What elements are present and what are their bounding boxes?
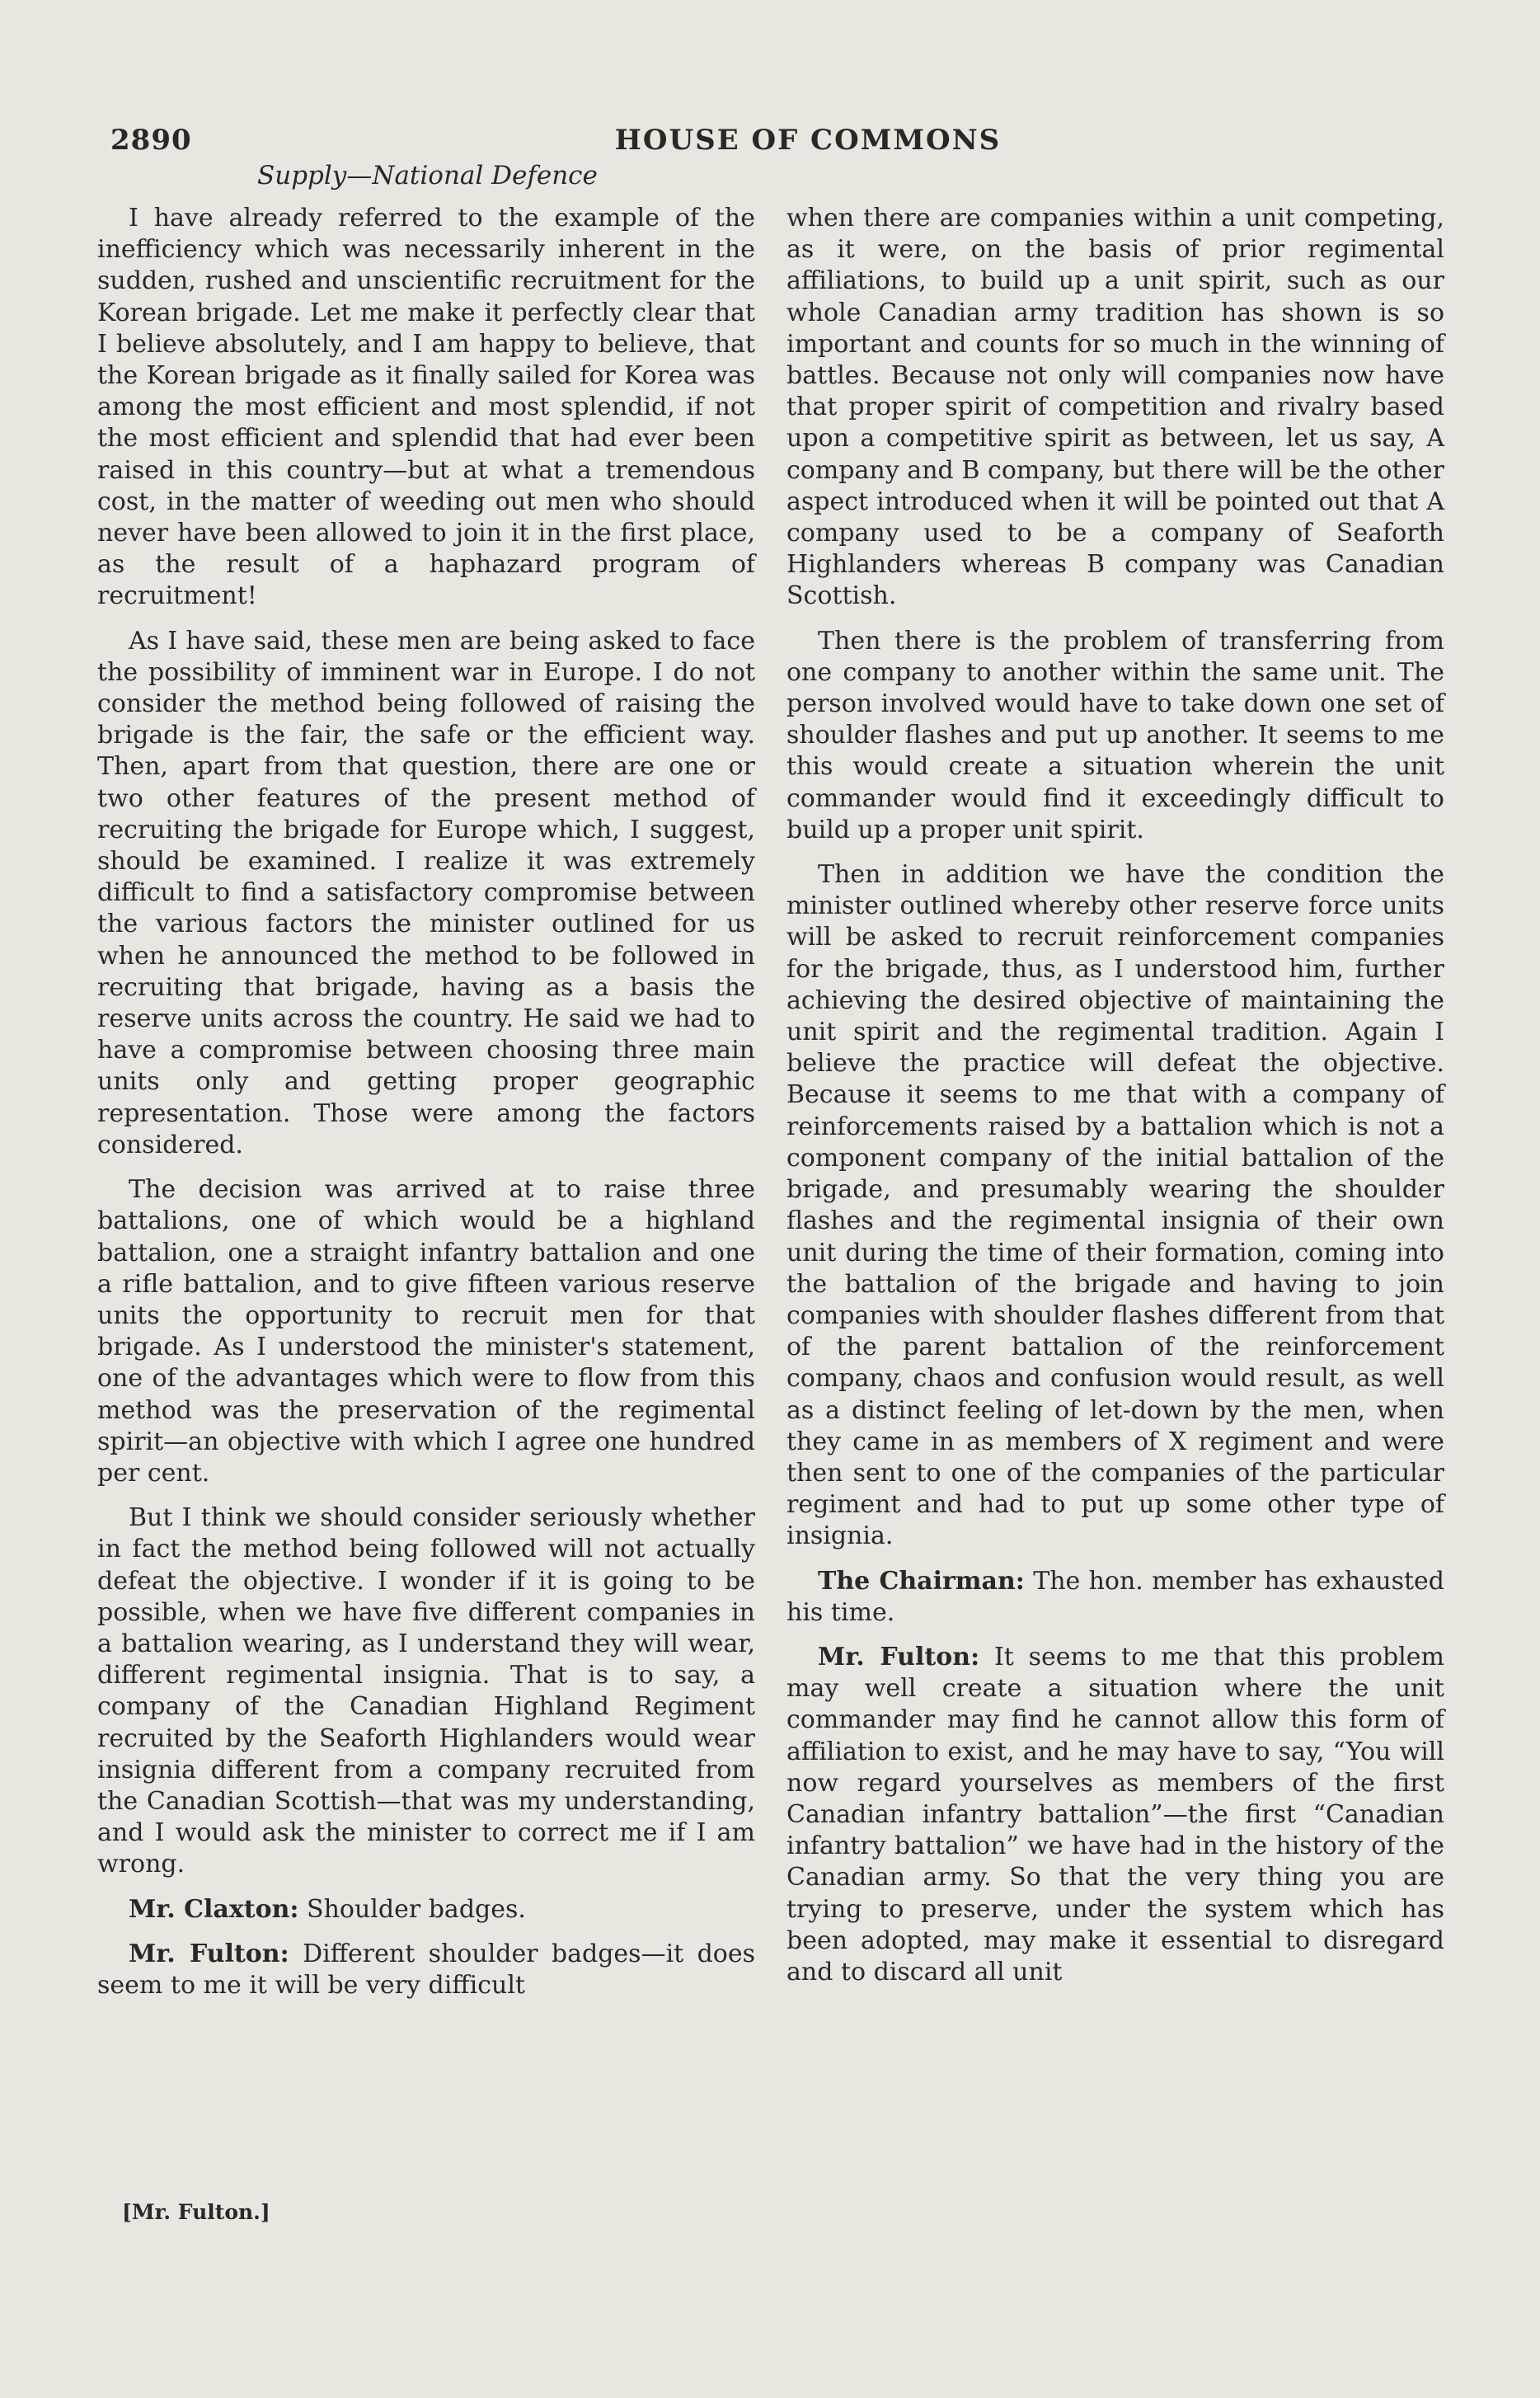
left-paragraph-6: [97, 1939, 755, 2001]
page-title: HOUSE OF COMMONS: [614, 124, 1002, 157]
speech-text: The hon. member has exhausted his time.: [786, 1566, 1444, 1627]
section-subtitle: Supply—National Defence: [257, 161, 598, 190]
right-paragraph-4: [786, 1566, 1444, 1629]
page-number: 2890: [110, 124, 192, 157]
right-paragraph-5: [786, 1642, 1444, 1988]
left-paragraph-4: But I think we should consider seriously whether in fact the method being followed will not actually defeat the objective. I wonder if it is going to be possible, when we have five different companies in a battalion wearing, as I understand they will wear, different regimental insignia. That is to say, a company of the Canadian Highland Regiment recruited by the Seaforth Highlanders would wear insignia different from a company recruited from the Canadian Scottish—that was my understanding, and I would ask the minister to correct me if I am wrong.: [97, 1503, 755, 1879]
speaker-name: Mr. Fulton:: [129, 1939, 289, 1968]
speech-text: Shoulder badges.: [307, 1894, 526, 1924]
right-paragraph-2: Then there is the problem of transferring from one company to another within the same unit. The person involved would have to take down one set of shoulder flashes and put up another. It seems to me this would create a situation wherein the unit commander would find it exceedingly difficult to build up a proper unit spirit.: [786, 626, 1444, 844]
left-paragraph-1: I have already referred to the example of the inefficiency which was necessarily inherent in the sudden, rushed and unscientific recruitment for the Korean brigade. Let me make it perfectly clear that I believe absolutely, and I am happy to believe, that the Korean brigade as it finally sailed for Korea was among the most efficient and most splendid, if not the most efficient and splendid that had ever been raised in this country—but at what a tremendous cost, in the matter of weeding out men who should never have been allowed to join it in the first place, as the result of a haphazard program of recruitment!: [97, 204, 755, 611]
right-column: [786, 203, 1444, 2001]
left-paragraph-5: [97, 1894, 755, 1925]
left-paragraph-3: The decision was arrived at to raise three battalions, one of which would be a highland battalion, one a straight infantry battalion and one a rifle battalion, and to give fifteen various reserve units the opportunity to recruit men for that brigade. As I understood the minister's statement, one of the advantages which were to flow from this method was the preservation of the regimental spirit—an objective with which I agree one hundred per cent.: [97, 1175, 755, 1488]
speech-text: It seems to me that this problem may well create a situation where the unit commander may find he cannot allow this form of affiliation to exist, and he may have to say, “You will now regard yourselves as members of the first Canadian infantry battalion”—the first “Canadian infantry battalion” we have had in the history of the Canadian army. So that the very thing you are trying to preserve, under the system which has been adopted, may make it essential to disregard and to discard all unit: [786, 1642, 1444, 1987]
right-paragraph-3: Then in addition we have the condition the minister outlined whereby other reserve force units will be asked to recruit reinforcement companies for the brigade, thus, as I understood him, further achieving the desired objective of maintaining the unit spirit and the regimental tradition. Again I believe the practice will defeat the objective. Because it seems to me that with a company of reinforcements raised by a battalion which is not a component company of the initial battalion of the brigade, and presumably wearing the shoulder flashes and the regimental insignia of their own unit during the time of their formation, coming into the battalion of the brigade and having to join companies with shoulder flashes different from that of the parent battalion of the reinforcement company, chaos and confusion would result, as well as a distinct feeling of let-down by the men, when they came in as members of X regiment and were then sent to one of the companies of the particular regiment and had to put up some other type of insignia.: [786, 860, 1444, 1551]
speaker-name: Mr. Fulton:: [818, 1642, 980, 1672]
left-column: [97, 203, 755, 2015]
speech-text: Different shoulder badges—it does seem to me it will be very difficult: [97, 1939, 755, 2000]
speaker-name: The Chairman:: [818, 1566, 1025, 1596]
footer-speaker-note: [Mr. Fulton.]: [122, 2200, 270, 2224]
speaker-name: Mr. Claxton:: [129, 1894, 299, 1924]
left-paragraph-2: As I have said, these men are being asked to face the possibility of imminent war in Europe. I do not consider the method being followed of raising the brigade is the fair, the safe or the efficient way. Then, apart from that question, there are one or two other features of the present method of recruiting the brigade for Europe which, I suggest, should be examined. I realize it was extremely difficult to find a satisfactory compromise between the various factors the minister outlined for us when he announced the method to be followed in recruiting that brigade, having as a basis the reserve units across the country. He said we had to have a compromise between choosing three main units only and getting proper geographic representation. Those were among the factors considered.: [97, 626, 755, 1159]
right-paragraph-1: when there are companies within a unit competing, as it were, on the basis of prior regimental affiliations, to build up a unit spirit, such as our whole Canadian army tradition has shown is so important and counts for so much in the winning of battles. Because not only will companies now have that proper spirit of competition and rivalry based upon a competitive spirit as between, let us say, A company and B company, but there will be the other aspect introduced when it will be pointed out that A company used to be a company of Seaforth Highlanders whereas B company was Canadian Scottish.: [786, 204, 1444, 611]
